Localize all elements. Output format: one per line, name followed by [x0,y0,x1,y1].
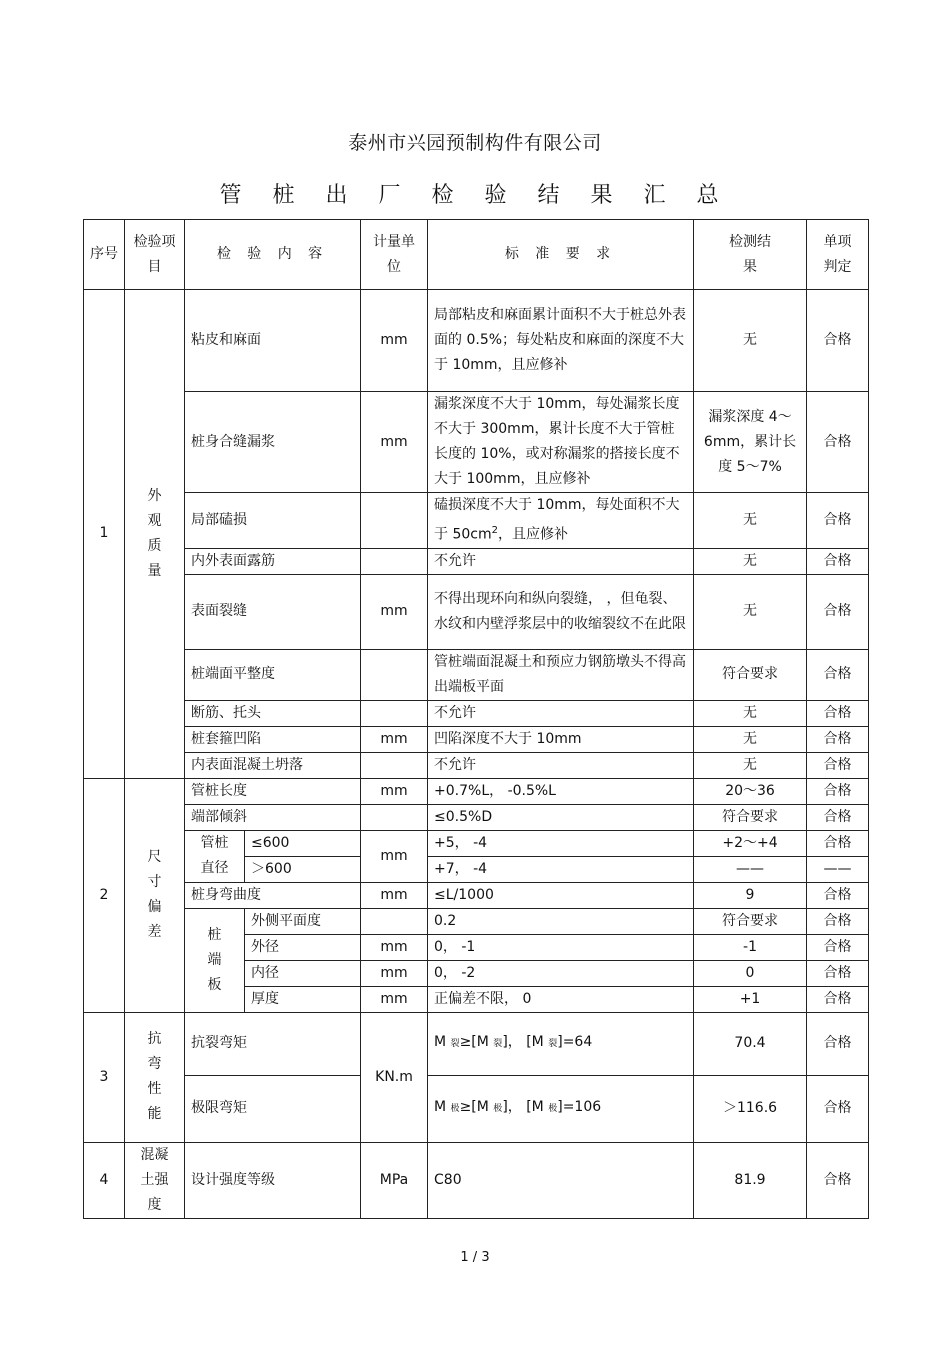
table-row [84,882,869,908]
row-unit: mm [361,290,428,392]
formula-text: M [434,1099,451,1116]
table-row [84,392,869,493]
row-result: 81.9 [694,1142,807,1218]
row-result: +1 [694,986,807,1012]
row-unit [361,548,428,574]
row-unit [361,493,428,549]
row-content: 断筋、托头 [185,700,361,726]
row-content: 抗裂弯矩 [185,1012,361,1075]
row-standard: 不允许 [428,700,694,726]
row-judge: 合格 [807,1142,869,1218]
table-header-row [84,220,869,290]
table-row [84,778,869,804]
row-unit: mm [361,392,428,493]
row-unit [361,649,428,700]
row-content: 极限弯矩 [185,1075,361,1142]
row-content: 表面裂缝 [185,574,361,649]
row-judge: 合格 [807,726,869,752]
row-judge: 合格 [807,960,869,986]
formula-text: ]， [M [502,1099,549,1116]
row-content: 管桩长度 [185,778,361,804]
row-result: 0 [694,960,807,986]
row-group: 桩端板 [185,908,245,1012]
row-subitem: 外径 [245,934,361,960]
superscript: 2 [491,525,498,536]
row-judge: 合格 [807,290,869,392]
row-standard [428,493,694,549]
row-content: 桩身弯曲度 [185,882,361,908]
header-seq: 序号 [84,220,125,290]
table-row [84,574,869,649]
row-judge: —— [807,856,869,882]
row-content: 内表面混凝土坍落 [185,752,361,778]
row-standard [428,1075,694,1142]
company-name: 泰州市兴园预制构件有限公司 [348,132,602,154]
row-unit: KN.m [361,1012,428,1142]
row-unit: mm [361,830,428,882]
row-result: 符合要求 [694,649,807,700]
section-name: 抗弯性能 [125,1012,185,1142]
table-row [84,548,869,574]
table-row [84,908,869,934]
formula-text: ]=106 [557,1099,602,1116]
row-judge: 合格 [807,752,869,778]
table-row [84,1075,869,1142]
row-unit: mm [361,882,428,908]
formula-text: M [434,1034,451,1051]
formula-subscript: 极 [548,1104,558,1115]
row-result: 无 [694,290,807,392]
section-number: 3 [84,1012,125,1142]
row-standard: 漏浆深度不大于 10mm，每处漏浆长度不大于 300mm，累计长度不大于管桩长度的 10%，或对称漏浆的搭接长度不大于 100mm，且应修补 [428,392,694,493]
row-result: 符合要求 [694,804,807,830]
row-unit [361,752,428,778]
table-row [84,1012,869,1075]
row-standard: ≤L/1000 [428,882,694,908]
row-result: 9 [694,882,807,908]
row-judge: 合格 [807,804,869,830]
row-content: 局部磕损 [185,493,361,549]
row-unit: mm [361,960,428,986]
formula-subscript: 极 [493,1104,503,1115]
formula-text: ]=64 [557,1034,593,1051]
row-subitem: ＞600 [245,856,361,882]
row-subitem: 内径 [245,960,361,986]
row-content: 桩套箍凹陷 [185,726,361,752]
table-row [84,830,869,856]
formula-subscript: 极 [450,1104,460,1115]
row-standard: 局部粘皮和麻面累计面积不大于桩总外表面的 0.5%；每处粘皮和麻面的深度不大于 10mm，且应修补 [428,290,694,392]
row-judge: 合格 [807,1075,869,1142]
row-result: 无 [694,726,807,752]
row-judge: 合格 [807,548,869,574]
row-judge: 合格 [807,986,869,1012]
row-content: 粘皮和麻面 [185,290,361,392]
table-row [84,493,869,549]
row-unit: mm [361,986,428,1012]
row-judge: 合格 [807,1012,869,1075]
row-result: 无 [694,493,807,549]
row-judge: 合格 [807,392,869,493]
section-number: 4 [84,1142,125,1218]
row-standard: 凹陷深度不大于 10mm [428,726,694,752]
row-result: -1 [694,934,807,960]
row-judge: 合格 [807,830,869,856]
header-item: 检验项目 [125,220,185,290]
row-judge: 合格 [807,493,869,549]
row-unit: mm [361,574,428,649]
row-judge: 合格 [807,908,869,934]
row-subitem: 厚度 [245,986,361,1012]
row-result: 符合要求 [694,908,807,934]
row-result: 无 [694,548,807,574]
section-name: 尺寸偏差 [125,778,185,1012]
row-standard: 管桩端面混凝土和预应力钢筋墩头不得高出端板平面 [428,649,694,700]
row-result: 无 [694,752,807,778]
row-standard: 正偏差不限， 0 [428,986,694,1012]
header-standard: 标 准 要 求 [428,220,694,290]
header-result: 检测结果 [694,220,807,290]
standard-tail: ，且应修补 [498,526,568,543]
row-judge: 合格 [807,934,869,960]
row-standard: +7， -4 [428,856,694,882]
header-unit: 计量单位 [361,220,428,290]
row-judge: 合格 [807,882,869,908]
table-row [84,804,869,830]
row-group: 管桩直径 [185,830,245,882]
formula-text: ≥[M [459,1034,494,1051]
row-unit [361,700,428,726]
row-content: 桩身合缝漏浆 [185,392,361,493]
header-judge: 单项判定 [807,220,869,290]
row-standard: +5， -4 [428,830,694,856]
inspection-table [83,219,869,1219]
row-subitem: ≤600 [245,830,361,856]
row-result: ＞116.6 [694,1075,807,1142]
row-unit [361,908,428,934]
row-result: —— [694,856,807,882]
row-subitem: 外侧平面度 [245,908,361,934]
row-standard: 不允许 [428,548,694,574]
formula-subscript: 裂 [450,1039,460,1050]
row-content: 内外表面露筋 [185,548,361,574]
formula-text: ≥[M [459,1099,494,1116]
row-result: 70.4 [694,1012,807,1075]
row-content: 设计强度等级 [185,1142,361,1218]
formula-subscript: 裂 [493,1039,503,1050]
row-standard: ≤0.5%D [428,804,694,830]
row-standard: 不允许 [428,752,694,778]
row-standard [428,1012,694,1075]
row-judge: 合格 [807,778,869,804]
section-number: 1 [84,290,125,779]
row-content: 端部倾斜 [185,804,361,830]
table-row [84,290,869,392]
row-unit: mm [361,934,428,960]
section-name: 混凝土强度 [125,1142,185,1218]
table-row [84,649,869,700]
row-result: +2～+4 [694,830,807,856]
row-standard: 不得出现环向和纵向裂缝， ，但龟裂、水纹和内壁浮浆层中的收缩裂纹不在此限 [428,574,694,649]
row-content: 桩端面平整度 [185,649,361,700]
row-result: 无 [694,574,807,649]
table-row [84,1142,869,1218]
row-standard: 0， -1 [428,934,694,960]
header-content: 检 验 内 容 [185,220,361,290]
row-unit: MPa [361,1142,428,1218]
table-row [84,726,869,752]
standard-text: 磕损深度不大于 10mm，每处面积不大于 50cm [434,497,680,543]
section-number: 2 [84,778,125,1012]
formula-subscript: 裂 [548,1039,558,1050]
row-standard: 0， -2 [428,960,694,986]
table-row [84,752,869,778]
section-name: 外观质量 [125,290,185,779]
row-standard: 0.2 [428,908,694,934]
document-title: 管 桩 出 厂 检 验 结 果 汇 总 [219,183,731,208]
row-judge: 合格 [807,649,869,700]
formula-text: ]， [M [502,1034,549,1051]
row-unit [361,804,428,830]
row-judge: 合格 [807,700,869,726]
row-unit: mm [361,726,428,752]
row-result: 无 [694,700,807,726]
row-standard: +0.7%L， -0.5%L [428,778,694,804]
row-judge: 合格 [807,574,869,649]
table-row [84,700,869,726]
page-number: 1 / 3 [460,1250,490,1265]
row-standard: C80 [428,1142,694,1218]
row-unit: mm [361,778,428,804]
row-result: 漏浆深度 4～6mm，累计长度 5～7% [694,392,807,493]
row-result: 20～36 [694,778,807,804]
